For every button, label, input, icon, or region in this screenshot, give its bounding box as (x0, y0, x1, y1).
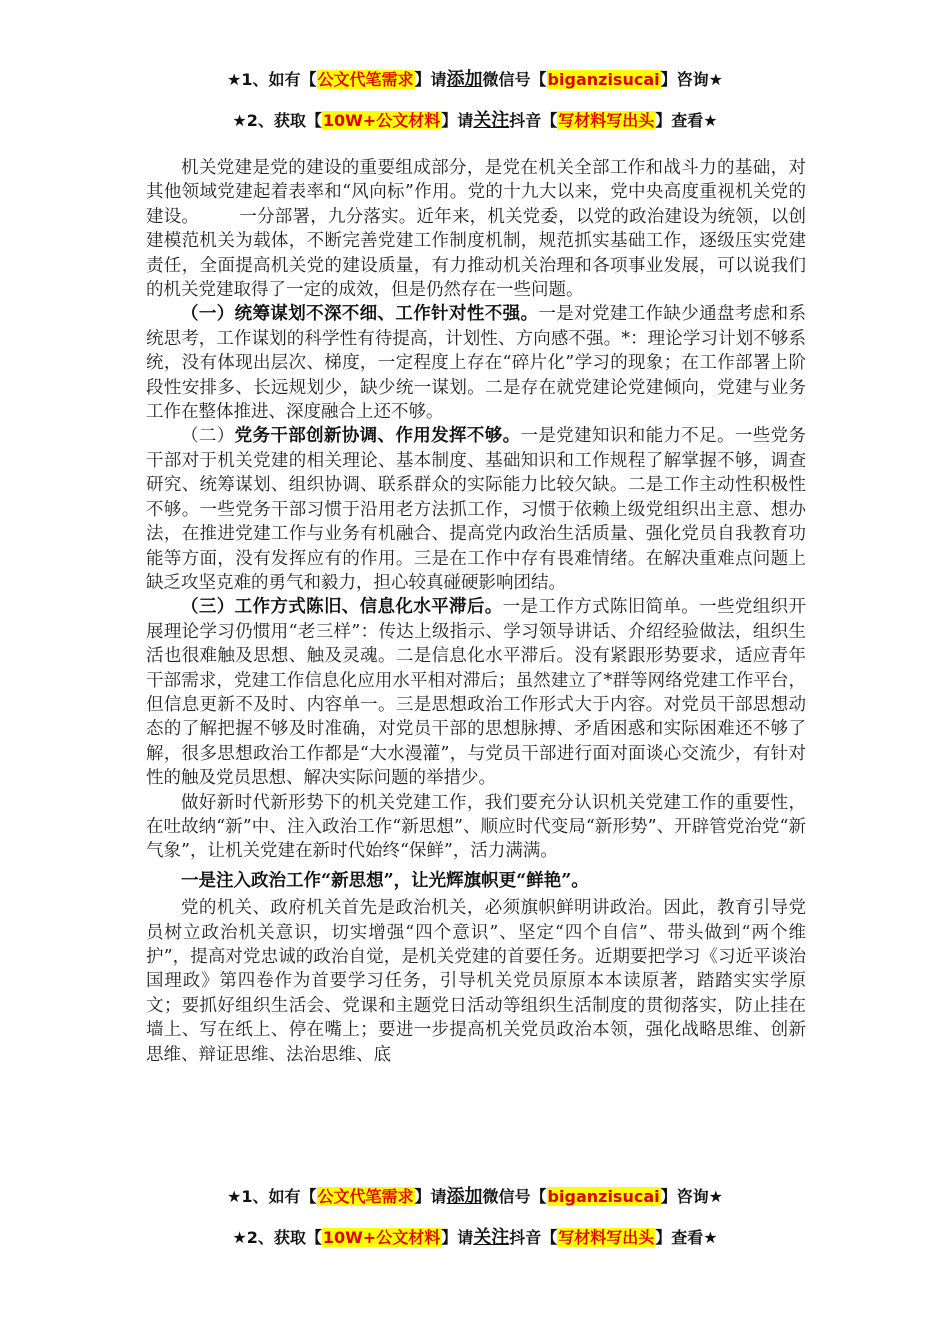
section-3-text: 一是工作方式陈旧简单。一些党组织开展理论学习仍惯用“老三样”：传达上级指示、学习领导讲话、介绍经验做法，组织生活也很难触及思想、触及灵魂。二是信息化水平滞后。没有紧跟形势要求，适应青年干部需求，党建工作信息化应用水平相对滞后；虽然建立了*群等网络党建工作平台，但信息更新不及时、内容单一。三是思想政治工作形式大于内容。对党员干部思想动态的了解把握不够及时准确，对党员干部的思想脉搏、矛盾困惑和实际困难还不够了解，很多思想政治工作都是“大水漫灌”，与党员干部进行面对面谈心交流少，有针对性的触及党员思想、解决实际问题的举措少。 (146, 597, 807, 789)
banner-text: 】咨询★ (660, 70, 723, 89)
underlined-text: 添加 (446, 1186, 483, 1207)
douyin-id-highlight: 写材料写出头 (558, 111, 655, 130)
section-2-paragraph (146, 424, 806, 595)
highlight-text: 公文代笔需求 (317, 70, 414, 89)
intro-paragraph (146, 156, 806, 302)
section-2-prefix: （二） (181, 426, 235, 447)
section-1-text: 一是对党建工作缺少通盘考虑和系统思考，工作谋划的科学性有待提高，计划性、方向感不强。*：理论学习计划不够系统，没有体现出层次、梯度，一定程度上存在“碎片化”学习的现象；在工作部署上阶段性安排多、长远规划少，缺少统一谋划。二是存在就党建论党建倾向，党建与业务工作在整体推进、深度融合上还不够。 (146, 304, 807, 423)
section-2-text: 一是党建知识和能力不足。一些党务干部对于机关党建的相关理论、基本制度、基础知识和工作规程了解掌握不够，调查研究、统筹谋划、组织协调、联系群众的实际能力比较欠缺。二是工作主动性积极性不够。一些党务干部习惯于沿用老方法抓工作，习惯于依赖上级党组织出主意、想办法，在推进党建工作与业务有机融合、提高党内政治生活质量、强化党员自我教育功能等方面，没有发挥应有的作用。三是在工作中存有畏难情绪。在解决重难点问题上缺乏攻坚克难的勇气和毅力，担心较真碰硬影响团结。 (146, 426, 807, 593)
banner-text: ★1、如有【 (227, 1187, 317, 1206)
banner-text: 抖音【 (509, 111, 558, 130)
top-banner-line-1 (0, 69, 950, 91)
subsection-text-paragraph: 党的机关、政府机关首先是政治机关，必须旗帜鲜明讲政治。因此，教育引导党员树立政治机关意识，切实增强“四个意识”、坚定“四个自信”、带头做到“两个维护”，提高对党忠诚的政治自觉，是机关党建的首要任务。近期要把学习《习近平谈治国理政》第四卷作为首要学习任务，引导机关党员原原本本读原著，踏踏实实学原文；要抓好组织生活会、党课和主题党日活动等组织生活制度的贯彻落实，防止挂在墙上、写在纸上、停在嘴上；要进一步提高机关党员政治本领，强化战略思维、创新思维、辩证思维、法治思维、底 (146, 898, 806, 1065)
transition-paragraph: 做好新时代新形势下的机关党建工作，我们要充分认识机关党建工作的重要性，在吐故纳“新”中、注入政治工作“新思想”、顺应时代变局“新形势”、开辟管党治党“新气象”，让机关党建在新时代始终“保鲜”，活力满满。 (146, 792, 806, 862)
highlight-text: 公文代笔需求 (317, 1187, 414, 1206)
banner-text: 】查看★ (655, 1228, 718, 1247)
wechat-id-highlight: biganzisucai (547, 70, 660, 89)
banner-text: 】请 (414, 70, 447, 89)
banner-text: 】请 (441, 111, 474, 130)
banner-text: 微信号【 (482, 1187, 547, 1206)
banner-text: ★2、获取【 (232, 111, 322, 130)
intro-text-b: 一分部署，九分落实。近年来，机关党委，以党的政治建设为统领，以创建模范机关为载体，不断完善党建工作制度机制，规范抓实基础工作，逐级压实党建责任，全面提高机关党的建设质量，有力推动机关治理和各项事业发展，可以说我们的机关党建取得了一定的成效，但是仍然存在一些问题。 (146, 206, 807, 301)
underlined-text: 关注 (473, 1227, 510, 1248)
banner-text: 】咨询★ (660, 1187, 723, 1206)
subsection-heading-paragraph (146, 869, 806, 893)
section-2-heading: 党务干部创新协调、作用发挥不够。 (234, 426, 521, 447)
bottom-banner-line-2 (0, 1227, 950, 1249)
section-3-paragraph (146, 595, 806, 790)
banner-text: ★2、获取【 (232, 1228, 322, 1247)
section-3-heading: （三）工作方式陈旧、信息化水平滞后。 (181, 597, 503, 618)
highlight-text: 10W+公文材料 (322, 1228, 441, 1247)
wechat-id-highlight: biganzisucai (547, 1187, 660, 1206)
banner-text: 抖音【 (509, 1228, 558, 1247)
banner-text: ★1、如有【 (227, 70, 317, 89)
banner-text: 】查看★ (655, 111, 718, 130)
article-body (146, 156, 806, 1067)
section-1-paragraph (146, 302, 806, 424)
intro-text-a: 机关党建是党的建设的重要组成部分，是党在机关全部工作和战斗力的基础，对其他领域党建起着表率和“风向标”作用。党的十九大以来，党中央高度重视机关党的建设。 (146, 158, 806, 227)
underlined-text: 添加 (446, 69, 483, 90)
banner-text: 】请 (441, 1228, 474, 1247)
top-banner-line-2 (0, 110, 950, 132)
bottom-banner-line-1 (0, 1186, 950, 1208)
banner-text: 微信号【 (482, 70, 547, 89)
underlined-text: 关注 (473, 110, 510, 131)
highlight-text: 10W+公文材料 (322, 111, 441, 130)
banner-text: 】请 (414, 1187, 447, 1206)
section-1-heading: （一）统筹谋划不深不细、工作针对性不强。 (181, 304, 539, 325)
subsection-heading: 一是注入政治工作“新思想”，让光辉旗帜更“鲜艳”。 (181, 870, 589, 891)
douyin-id-highlight: 写材料写出头 (558, 1228, 655, 1247)
